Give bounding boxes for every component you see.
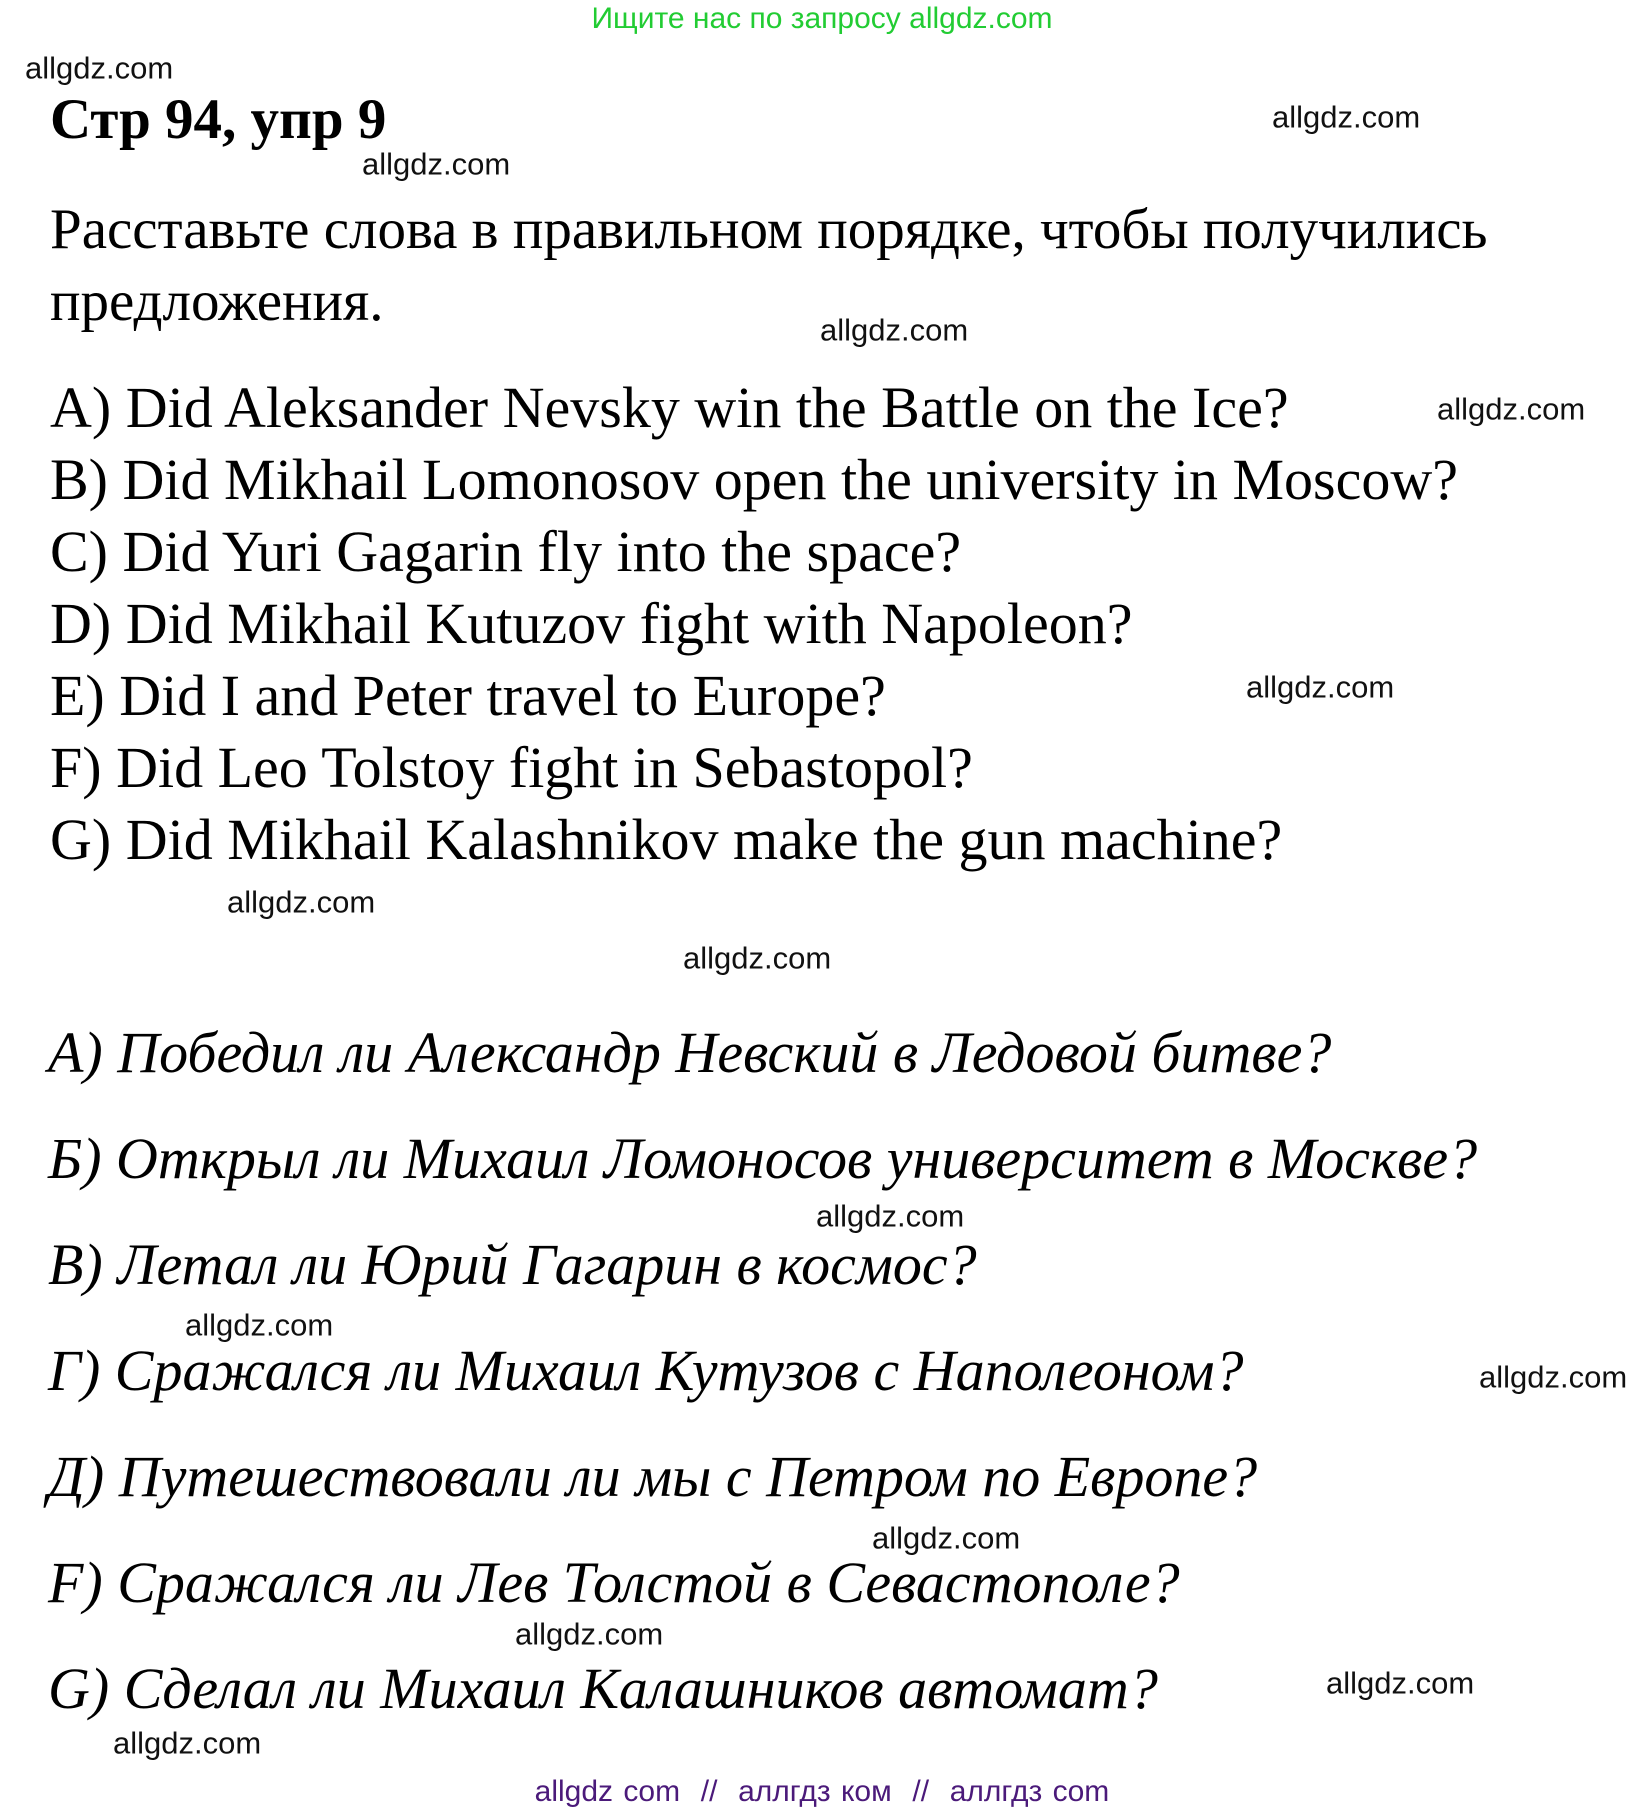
russian-translations-list [48,1017,1477,1759]
watermark: allgdz.com [362,146,511,182]
site-name-footer: allgdz com // аллгдз ком // аллгдз com [534,1775,1110,1808]
russian-translation-g-latin: G) Сделал ли Михаил Калашников автомат? [48,1656,1158,1721]
english-sentence-f: F) Did Leo Tolstoy fight in Sebastopol? [50,735,973,800]
watermark: allgdz.com [1437,391,1586,427]
russian-translation-f: F) Сражался ли Лев Толстой в Севастополе? [48,1550,1180,1615]
english-sentence-e: E) Did I and Peter travel to Europe? [50,663,886,728]
watermark: allgdz.com [1272,99,1421,135]
watermark: allgdz.com [185,1307,334,1343]
watermark: allgdz.com [1246,669,1395,705]
russian-translation-a: А) Победил ли Александр Невский в Ледовой битве? [48,1020,1332,1085]
russian-translation-b: Б) Открыл ли Михаил Ломоносов университет в Москве? [48,1126,1478,1191]
russian-translation-d: Д) Путешествовали ли мы с Петром по Европе? [48,1444,1258,1509]
english-sentence-a: A) Did Aleksander Nevsky win the Battle on the Ice? [50,375,1289,440]
watermark: allgdz.com [1326,1665,1475,1701]
watermark: allgdz.com [820,312,969,348]
exercise-instruction: Расставьте слова в правильном порядке, чтобы получились предложения. [50,198,1488,333]
english-sentence-d: D) Did Mikhail Kutuzov fight with Napoleon? [50,591,1133,656]
watermark: allgdz.com [1479,1359,1628,1395]
russian-translation-v: В) Летал ли Юрий Гагарин в космос? [48,1232,977,1297]
watermark: allgdz.com [683,940,832,976]
english-sentences-list [50,372,1458,876]
watermark: allgdz.com [816,1198,965,1234]
search-us-banner: Ищите нас по запросу allgdz.com [591,2,1053,35]
english-sentence-c: C) Did Yuri Gagarin fly into the space? [50,519,962,584]
watermark: allgdz.com [515,1616,664,1652]
watermark: allgdz.com [227,884,376,920]
watermark: allgdz.com [113,1725,262,1761]
page-title: Стр 94, упр 9 [50,88,387,151]
watermark: allgdz.com [872,1520,1021,1556]
watermark: allgdz.com [25,50,174,86]
russian-translation-g: Г) Сражался ли Михаил Кутузов с Наполеоном? [48,1338,1244,1403]
english-sentence-g: G) Did Mikhail Kalashnikov make the gun machine? [50,807,1283,872]
english-sentence-b: B) Did Mikhail Lomonosov open the university in Moscow? [50,447,1458,512]
